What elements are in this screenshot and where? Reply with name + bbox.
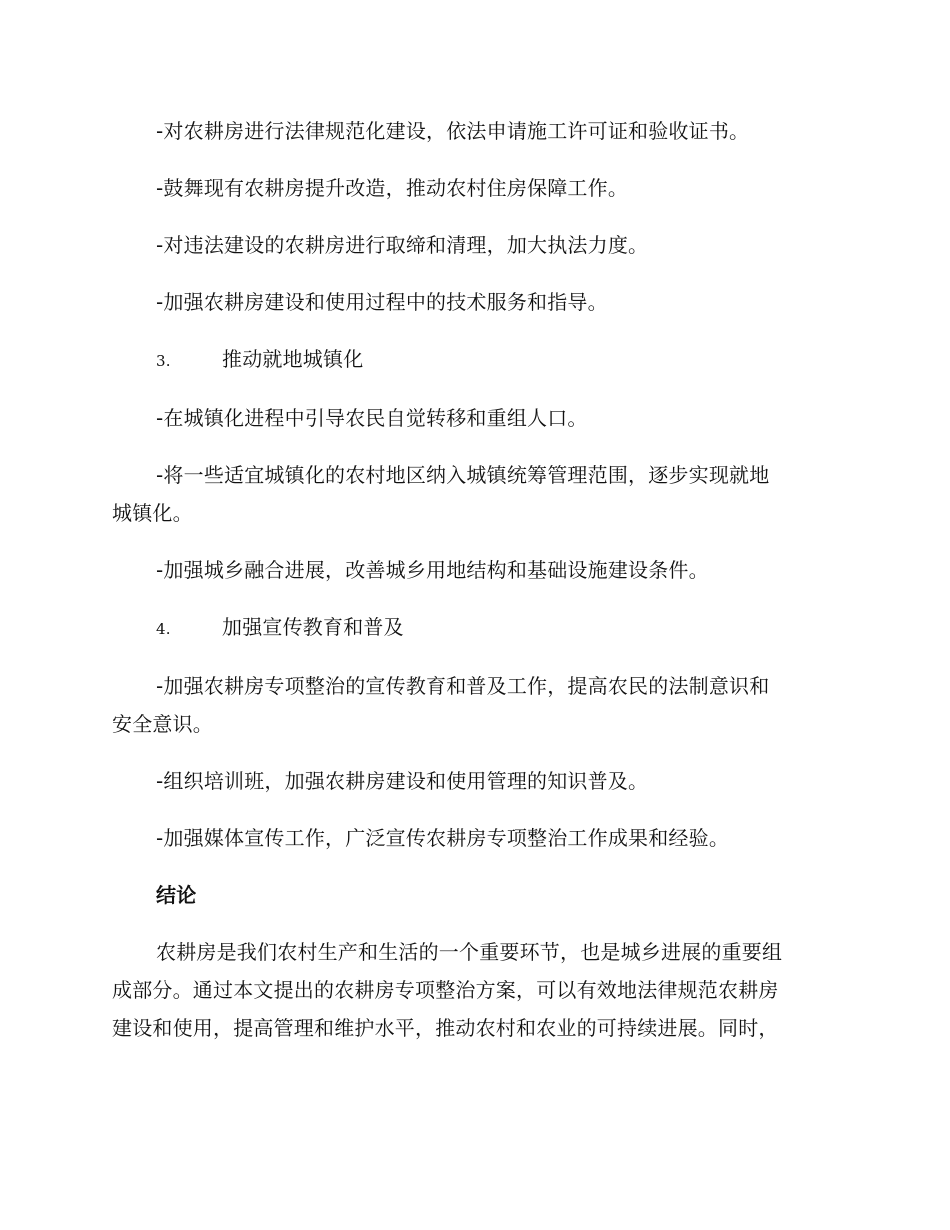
section-title: 加强宣传教育和普及 xyxy=(222,615,404,639)
conclusion-paragraph-line: 农耕房是我们农村生产和生活的一个重要环节，也是城乡进展的重要组 xyxy=(156,940,783,964)
list-item: ‑加强农耕房建设和使用过程中的技术服务和指导。 xyxy=(156,290,608,314)
section-number: 4. xyxy=(156,620,171,638)
list-item: ‑对农耕房进行法律规范化建设，依法申请施工许可证和验收证书。 xyxy=(156,119,750,143)
list-item: ‑组织培训班，加强农耕房建设和使用管理的知识普及。 xyxy=(156,769,649,793)
section-number: 3. xyxy=(156,352,171,370)
list-item: ‑在城镇化进程中引导农民自觉转移和重组人口。 xyxy=(156,406,588,430)
list-item: ‑将一些适宜城镇化的农村地区纳入城镇统筹管理范围，逐步实现就地 xyxy=(156,463,770,487)
list-item: ‑加强城乡融合进展，改善城乡用地结构和基础设施建设条件。 xyxy=(156,558,709,582)
list-item: ‑加强媒体宣传工作，广泛宣传农耕房专项整治工作成果和经验。 xyxy=(156,826,730,850)
list-item: ‑对违法建设的农耕房进行取缔和清理，加大执法力度。 xyxy=(156,233,649,257)
list-item: ‑鼓舞现有农耕房提升改造，推动农村住房保障工作。 xyxy=(156,176,629,200)
document-body xyxy=(112,112,832,1047)
list-item-continuation: 安全意识。 xyxy=(112,712,213,736)
list-item: ‑加强农耕房专项整治的宣传教育和普及工作，提高农民的法制意识和 xyxy=(156,674,770,698)
conclusion-paragraph-line: 成部分。通过本文提出的农耕房专项整治方案，可以有效地法律规范农耕房 xyxy=(112,978,779,1002)
conclusion-heading: 结论 xyxy=(156,883,197,907)
section-title: 推动就地城镇化 xyxy=(222,347,364,371)
conclusion-paragraph-line: 建设和使用，提高管理和维护水平，推动农村和农业的可持续进展。同时， xyxy=(112,1016,779,1040)
list-item-continuation: 城镇化。 xyxy=(112,501,193,525)
section-heading-4 xyxy=(112,608,832,648)
section-heading-3 xyxy=(112,340,832,380)
